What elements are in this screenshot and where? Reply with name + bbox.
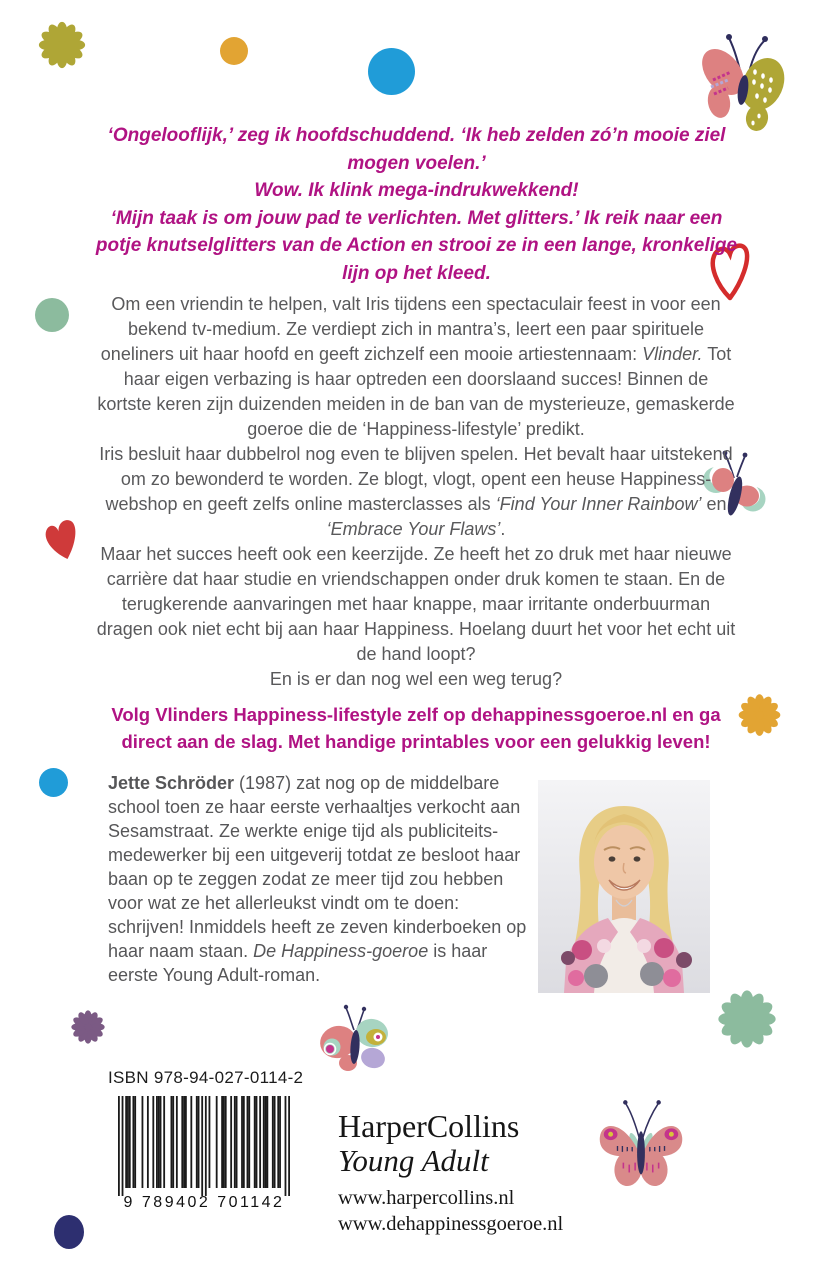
synopsis-paragraph: Maar het succes heeft ook een keerzijde. Ze heeft het zo druk met haar nieuwe carrière dat haar studie en vriendschappen onder druk komen te staan. En de terugkerende aanvaringen met haar knappe, maar irritante onderbuurman dragen ook niet echt bij aan haar Happiness. Hoelang duurt het voor het echt uit de hand loopt? (96, 544, 736, 664)
isbn-label: ISBN 978-94-027-0114-2 (108, 1068, 304, 1087)
author-photo (538, 780, 710, 993)
synopsis-paragraph: En is er dan nog wel een weg terug? (269, 669, 563, 689)
flower-icon (36, 20, 88, 70)
publisher-url: www.harpercollins.nl (338, 1187, 515, 1209)
flower-icon (716, 988, 778, 1050)
synopsis-paragraph: Om een vriendin te helpen, valt Iris tijdens een spectaculair feest in voor een bekend tv-medium. Ze verdiept zich in mantra’s, leert een paar spirituele oneliners uit haar hoofd en geeft zichzelf een mooie artiestennaam: Vlinder. Tot haar eigen verbazing is haar optreden een doorslaand succes! Binnen de kortste keren zijn duizenden meiden in de ban van de mysterieuze, gemaskerde goeroe die de ‘Happiness-lifestyle’ predikt. (97, 294, 735, 439)
publisher-block (338, 1108, 563, 1237)
barcode-digits: 9 789402 701142 (123, 1194, 285, 1211)
publisher-imprint: Young Adult (338, 1143, 489, 1178)
dot-icon (39, 768, 68, 797)
quote-line: ‘Mijn taak is om jouw pad te verlichten. Met glitters.’ Ik reik naar een potje knutselglitters van de Action en strooi ze in een lange, kronkelige lijn op het kleed. (95, 207, 738, 284)
synopsis (96, 292, 736, 692)
dot-icon (368, 48, 415, 95)
heart-icon (36, 511, 86, 566)
quote-line: Wow. Ik klink mega-indrukwekkend! (254, 180, 579, 201)
flower-icon (70, 1009, 106, 1045)
butterfly-icon (693, 28, 793, 135)
flower-icon (737, 692, 782, 738)
call-to-action: Volg Vlinders Happiness-lifestyle zelf op dehappinessgoeroe.nl en ga direct aan de slag. Met handige printables voor een gelukkig leven! (111, 704, 721, 752)
pull-quote (94, 122, 739, 287)
butterfly-icon (316, 1000, 394, 1074)
quote-line: ‘Ongelooflijk,’ zeg ik hoofdschuddend. ‘Ik heb zelden zó’n mooie ziel mogen voelen.’ (107, 125, 726, 174)
author-bio: Jette Schröder (1987) zat nog op de middelbare school toen ze haar eerste verhaaltjes verkocht aan Sesamstraat. Ze werkte enige tijd als publiciteits-medewerker bij een uitgeverij totdat ze besloot haar baan op te zeggen zodat ze meer tijd zou hebben voor wat ze het allerleukst vindt om te doen: schrijven! Inmiddels heeft ze zeven kinderboeken op haar naam staan. De Happiness-goeroe is haar eerste Young Adult-roman. (108, 773, 527, 985)
barcode (118, 1096, 290, 1212)
butterfly-icon (592, 1098, 690, 1193)
dot-icon (35, 298, 69, 332)
barcode-bars (118, 1096, 290, 1196)
dot-icon (53, 1214, 85, 1250)
synopsis-paragraph: Iris besluit haar dubbelrol nog even te blijven spelen. Het bevalt haar uitstekend om zo bewonderd te worden. Ze blogt, vlogt, opent een heuse Happiness-webshop en geeft zelfs online masterclasses als ‘Find Your Inner Rainbow’ en ‘Embrace Your Flaws’. (99, 444, 733, 539)
publisher-url: www.dehappinessgoeroe.nl (338, 1213, 564, 1235)
publisher-logo: HarperCollins (338, 1108, 520, 1144)
dot-icon (220, 37, 248, 65)
